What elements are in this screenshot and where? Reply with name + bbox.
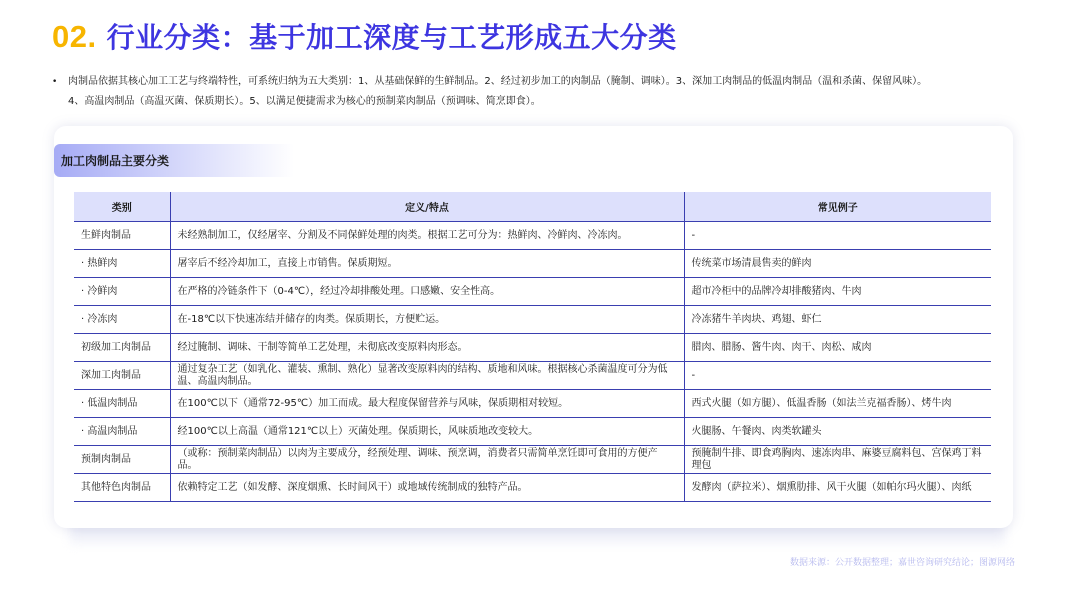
cell-examples: 发酵肉（萨拉米）、烟熏肋排、风干火腿（如帕尔玛火腿）、肉纸 — [684, 474, 991, 502]
table-row — [74, 222, 991, 250]
column-header-definition: 定义/特点 — [170, 192, 684, 222]
cell-examples: 冷冻猪牛羊肉块、鸡翅、虾仁 — [684, 306, 991, 334]
cell-definition: 在-18℃以下快速冻结并储存的肉类。保质期长，方便贮运。 — [170, 306, 684, 334]
intro-line-2: 4、高温肉制品（高温灭菌、保质期长）。5、以满足便捷需求为核心的预制菜肉制品（预调味、简烹即食）。 — [68, 96, 541, 107]
cell-examples: 火腿肠、午餐肉、肉类软罐头 — [684, 418, 991, 446]
cell-examples: 腊肉、腊肠、酱牛肉、肉干、肉松、咸肉 — [684, 334, 991, 362]
cell-category: · 冷冻肉 — [74, 306, 170, 334]
column-header-examples: 常见例子 — [684, 192, 991, 222]
cell-definition: 经过腌制、调味、干制等简单工艺处理，未彻底改变原料肉形态。 — [170, 334, 684, 362]
bullet-icon: • — [52, 77, 58, 87]
cell-definition: 依赖特定工艺（如发酵、深度烟熏、长时间风干）或地域传统制成的独特产品。 — [170, 474, 684, 502]
table-row — [74, 446, 991, 474]
table-row — [74, 418, 991, 446]
column-header-category: 类别 — [74, 192, 170, 222]
cell-examples: 西式火腿（如方腿）、低温香肠（如法兰克福香肠）、烤牛肉 — [684, 390, 991, 418]
cell-examples: 传统菜市场清晨售卖的鲜肉 — [684, 250, 991, 278]
table-row — [74, 334, 991, 362]
table-row — [74, 306, 991, 334]
table-row — [74, 390, 991, 418]
table-row — [74, 250, 991, 278]
table-row — [74, 278, 991, 306]
cell-category: 深加工肉制品 — [74, 362, 170, 390]
intro-text-1: 肉制品依据其核心加工工艺与终端特性，可系统归纳为五大类别：1、从基础保鲜的生鲜制品。2、经过初步加工的肉制品（腌制、调味）。3、深加工肉制品的低温肉制品（温和杀菌、保留风味）。 — [68, 76, 928, 87]
intro-line-1 — [52, 72, 1032, 92]
cell-definition: 屠宰后不经冷却加工，直接上市销售。保质期短。 — [170, 250, 684, 278]
cell-category: · 低温肉制品 — [74, 390, 170, 418]
table-header-row — [74, 192, 991, 222]
cell-category: · 热鲜肉 — [74, 250, 170, 278]
cell-category: · 冷鲜肉 — [74, 278, 170, 306]
cell-definition: 在严格的冷链条件下（0-4℃），经过冷却排酸处理。口感嫩、安全性高。 — [170, 278, 684, 306]
cell-definition: 通过复杂工艺（如乳化、灌装、熏制、熟化）显著改变原料肉的结构、质地和风味。根据核心杀菌温度可分为低温、高温肉制品。 — [170, 362, 684, 390]
cell-category: · 高温肉制品 — [74, 418, 170, 446]
table-row — [74, 362, 991, 390]
cell-definition: 经100℃以上高温（通常121℃以上）灭菌处理。保质期长，风味质地改变较大。 — [170, 418, 684, 446]
cell-definition: （或称：预制菜肉制品）以肉为主要成分，经预处理、调味、预烹调，消费者只需简单烹饪即可食用的方便产品。 — [170, 446, 684, 474]
section-number: 02. — [52, 19, 97, 54]
page-header — [52, 16, 677, 56]
classification-table — [74, 192, 991, 502]
cell-category: 其他特色肉制品 — [74, 474, 170, 502]
cell-definition: 未经熟制加工，仅经屠宰、分割及不同保鲜处理的肉类。根据工艺可分为：热鲜肉、冷鲜肉、冷冻肉。 — [170, 222, 684, 250]
card-title: 加工肉制品主要分类 — [54, 144, 294, 177]
table-row — [74, 474, 991, 502]
cell-examples: 预腌制牛排、即食鸡胸肉、速冻肉串、麻婆豆腐料包、宫保鸡丁料理包 — [684, 446, 991, 474]
data-source-note: 数据来源：公开数据整理；嘉世咨询研究结论；图源网络 — [789, 558, 1015, 568]
cell-examples: - — [684, 362, 991, 390]
page-title: 行业分类：基于加工深度与工艺形成五大分类 — [106, 21, 677, 54]
cell-category: 预制肉制品 — [74, 446, 170, 474]
cell-category: 生鲜肉制品 — [74, 222, 170, 250]
cell-examples: - — [684, 222, 991, 250]
cell-examples: 超市冷柜中的品牌冷却排酸猪肉、牛肉 — [684, 278, 991, 306]
cell-category: 初级加工肉制品 — [74, 334, 170, 362]
cell-definition: 在100℃以下（通常72-95℃）加工而成。最大程度保留营养与风味，保质期相对较短。 — [170, 390, 684, 418]
intro-paragraph — [52, 72, 1032, 111]
classification-card — [54, 126, 1013, 528]
